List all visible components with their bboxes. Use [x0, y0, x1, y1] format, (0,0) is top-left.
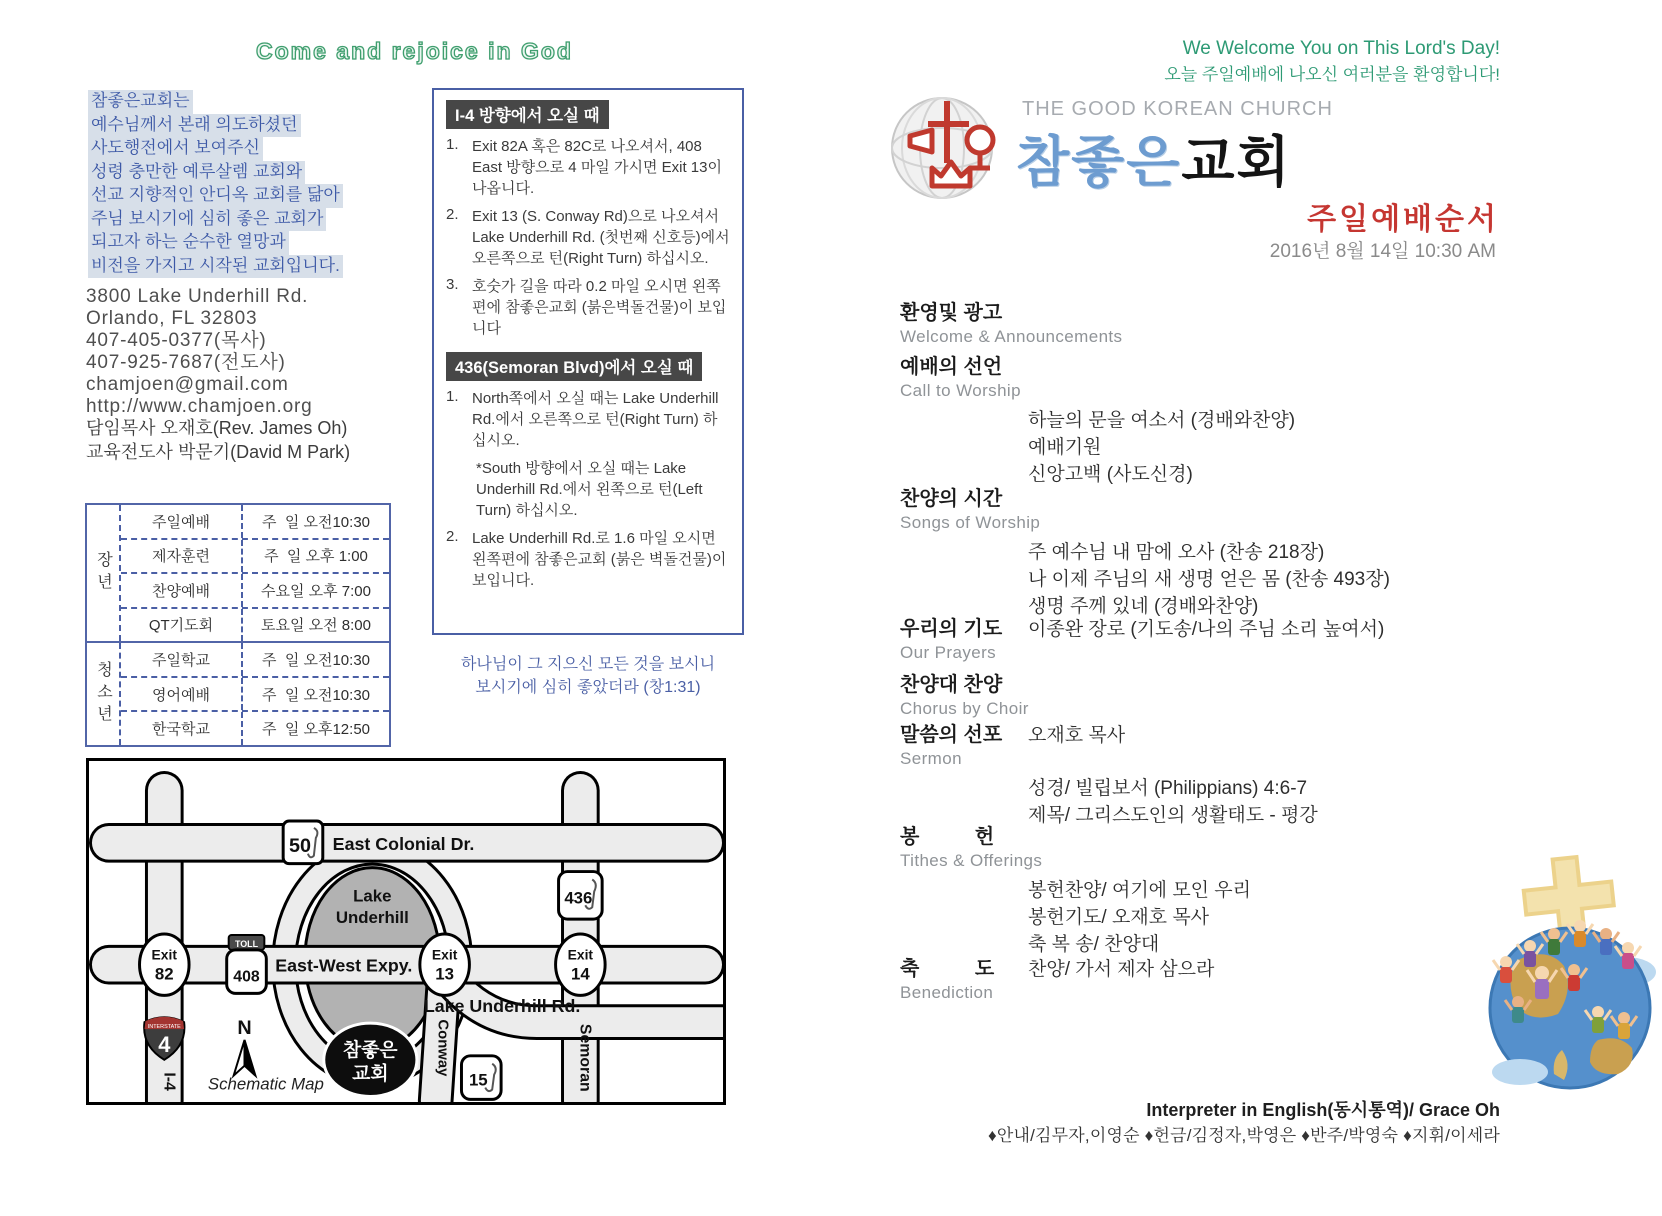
welcome-line-ko: 오늘 주일예배에 나오신 여러분을 환영합니다! — [1164, 65, 1500, 84]
order-detail: 성경/ 빌립보서 (Philippians) 4:6-7 — [1028, 778, 1308, 799]
order-detail: 봉헌기도/ 오재호 목사 — [1028, 907, 1210, 928]
road-label-expy: East-West Expy. — [275, 955, 413, 976]
road-label-lake-underhill: Lake Underhill Rd. — [423, 996, 581, 1017]
fl-50-shield — [283, 821, 323, 864]
svg-text:436: 436 — [564, 888, 593, 908]
intro-line: 사도행전에서 보여주신 — [88, 137, 263, 161]
table-row: 한국학교 주 일 오후12:50 — [121, 710, 389, 745]
svg-text:14: 14 — [570, 964, 590, 984]
table-row: 제자훈련 주 일 오후 1:00 — [121, 538, 389, 573]
intro-line: 주님 보시기에 심히 좋은 교회가 — [88, 208, 326, 232]
svg-text:Exit: Exit — [151, 946, 177, 963]
svg-text:50: 50 — [288, 834, 312, 857]
table-row: 영어예배 주 일 오전10:30 — [121, 676, 389, 711]
table-row: 주일학교 주 일 오전10:30 — [121, 643, 389, 676]
list-item: 3. 호숫가 길을 따라 0.2 마일 오시면 왼쪽편에 참좋은교회 (붉은벽돌건물)이 보입니다 — [446, 276, 727, 337]
svg-text:교회: 교회 — [352, 1062, 389, 1084]
directions-heading-i4: I-4 방향에서 오실 때 — [446, 100, 609, 129]
church-logo — [884, 92, 1014, 209]
list-item: 1. Exit 82A 혹은 82C로 나오셔서, 408 East 방향으로 4 마일 가시면 Exit 13이 나옵니다. — [446, 136, 722, 197]
bible-verse: 하나님이 그 지으신 모든 것을 보시니 보시기에 심히 좋았더라 (창1:31) — [460, 656, 716, 696]
order-detail: 봉헌찬양/ 여기에 모인 우리 — [1028, 880, 1252, 901]
children-globe-clipart — [1478, 850, 1662, 1100]
order-item-welcome — [900, 296, 1510, 347]
order-detail: 축 복 송/ 찬양대 — [1028, 934, 1160, 955]
order-item-title: 말씀의 선포 — [900, 724, 1003, 746]
order-item-subtitle: Songs of Worship — [900, 513, 1041, 532]
order-item-subtitle: Call to Worship — [900, 381, 1021, 400]
order-item-call-to-worship — [900, 350, 1510, 488]
order-detail: 하늘의 문을 여소서 (경배와찬양) — [1028, 410, 1296, 431]
staff-block — [86, 416, 350, 464]
svg-text:4: 4 — [158, 1031, 171, 1057]
svg-text:TOLL: TOLL — [234, 938, 259, 949]
order-item-subtitle: Benediction — [900, 983, 994, 1002]
phone-line: 407-405-0377(목사) — [86, 330, 267, 351]
order-item-title: 봉 헌 — [900, 826, 995, 848]
svg-text:408: 408 — [233, 968, 260, 986]
order-item-lead: 찬양/ 가서 제자 삼으라 — [1028, 959, 1215, 980]
order-item-title: 축 도 — [900, 958, 995, 980]
order-item-prayers — [900, 612, 1510, 663]
servers-line: ♦안내/김무자,이영순 ♦헌금/김정자,박영은 ♦반주/박영숙 ♦지휘/이세라 — [988, 1126, 1500, 1145]
website-line: http://www.chamjoen.org — [86, 396, 313, 417]
intro-line: 되고자 하는 순수한 열망과 — [88, 231, 289, 255]
interpreter-line: Interpreter in English(동시통역)/ Grace Oh — [1146, 1100, 1500, 1120]
church-name-ko: 참좋은교회 — [1016, 131, 1292, 193]
order-detail: 신앙고백 (사도신경) — [1028, 464, 1193, 485]
order-detail: 주 예수님 내 맘에 오사 (찬송 218장) — [1028, 542, 1325, 563]
fl-436-shield — [559, 872, 603, 920]
order-item-title: 예배의 선언 — [900, 356, 1003, 378]
order-detail: 제목/ 그리스도인의 생활태도 - 평강 — [1028, 805, 1318, 826]
order-detail: 나 이제 주님의 새 생명 얻은 몸 (찬송 493장) — [1028, 569, 1390, 590]
church-name-en: THE GOOD KOREAN CHURCH — [1022, 98, 1333, 120]
church-intro-paragraph — [88, 90, 343, 278]
list-item: 2. Exit 13 (S. Conway Rd)으로 나오셔서 Lake Underhill Rd. (첫번째 신호등)에서 오른쪽으로 턴(Right Turn) 하십시오. — [446, 206, 730, 267]
svg-text:Exit: Exit — [567, 946, 594, 963]
schedule-group-youth — [87, 641, 389, 745]
table-row: QT기도회 토요일 오전 8:00 — [121, 607, 389, 642]
service-date: 2016년 8월 14일 10:30 AM — [1269, 241, 1496, 262]
order-detail: 생명 주께 있네 (경배와찬양) — [1028, 596, 1259, 617]
phone-line: 407-925-7687(전도사) — [86, 352, 286, 373]
order-item-subtitle: Chorus by Choir — [900, 699, 1029, 718]
lake-label: Underhill — [335, 908, 409, 928]
compass-arrow — [234, 1040, 245, 1076]
order-item-title: 환영및 광고 — [900, 302, 1003, 324]
order-item-subtitle: Welcome & Announcements — [900, 327, 1123, 346]
address-line: 3800 Lake Underhill Rd. — [86, 286, 309, 307]
toll-408-shield — [227, 935, 267, 993]
evangelist-line: 교육전도사 박문기(David M Park) — [86, 442, 351, 462]
table-row: 찬양예배 수요일 오후 7:00 — [121, 572, 389, 607]
order-item-title: 찬양대 찬양 — [900, 674, 1003, 696]
pastor-line: 담임목사 오재호(Rev. James Oh) — [86, 418, 348, 438]
compass-n: N — [237, 1017, 252, 1040]
list-item: 1. North쪽에서 오실 때는 Lake Underhill Rd.에서 오른쪽으로 턴(Right Turn) 하십시오. — [446, 388, 719, 449]
intro-line: 예수님께서 본래 의도하셨던 — [88, 114, 301, 138]
fl-15-shield — [461, 1056, 501, 1100]
order-item-sermon — [900, 718, 1510, 829]
order-item-offerings — [900, 820, 1510, 958]
svg-text:참좋은: 참좋은 — [343, 1038, 398, 1060]
list-item: 2. Lake Underhill Rd.로 1.6 마일 오시면 왼쪽편에 참좋은교회 (붉은 벽돌건물)이 보입니다. — [446, 528, 727, 589]
road-label-conway: Conway — [434, 1019, 451, 1077]
directions-heading-436: 436(Semoran Blvd)에서 오실 때 — [446, 352, 702, 381]
order-detail: 예배기원 — [1028, 437, 1102, 458]
road-label-colonial: East Colonial Dr. — [332, 833, 475, 854]
order-item-title: 우리의 기도 — [900, 618, 1003, 640]
lake-label: Lake — [353, 886, 392, 906]
schematic-map — [89, 761, 723, 1102]
order-item-benediction — [900, 952, 1510, 1003]
svg-text:15: 15 — [468, 1070, 488, 1090]
service-schedule-table — [85, 503, 391, 747]
welcome-line-en: We Welcome You on This Lord's Day! — [1182, 38, 1500, 59]
motto-text: Come and rejoice in God — [256, 38, 573, 64]
order-item-title: 찬양의 시간 — [900, 488, 1003, 510]
email-line: chamjoen@gmail.com — [86, 374, 289, 395]
order-item-lead: 이종완 장로 (기도송/나의 주님 소리 높여서) — [1028, 619, 1385, 640]
schedule-group-label: 장년 — [87, 505, 121, 641]
svg-text:INTERSTATE: INTERSTATE — [147, 1024, 181, 1031]
schedule-group-label: 청소년 — [87, 643, 121, 745]
order-item-subtitle: Our Prayers — [900, 643, 997, 662]
intro-line: 참좋은교회는 — [88, 90, 193, 114]
intro-line: 성령 충만한 예루살렘 교회와 — [88, 161, 305, 185]
bulletin-title: 주일예배순서 — [1307, 203, 1499, 236]
road-label-semoran: Semoran — [576, 1023, 594, 1092]
exit-13-badge — [420, 934, 470, 995]
exit-82-badge — [140, 934, 190, 995]
directions-box — [432, 88, 744, 635]
schedule-group-adults — [87, 505, 389, 641]
church-marker — [324, 1023, 417, 1096]
svg-text:13: 13 — [435, 964, 454, 984]
order-item-subtitle: Sermon — [900, 749, 962, 768]
church-logo-icon — [884, 92, 1014, 204]
svg-text:Exit: Exit — [431, 946, 458, 963]
order-item-songs — [900, 482, 1510, 620]
intro-line: 선교 지향적인 안디옥 교회를 닮아 — [88, 184, 343, 208]
list-item: *South 방향에서 오실 때는 Lake Underhill Rd.에서 왼쪽으로 턴(Left Turn) 하십시오. — [476, 460, 703, 519]
map-box — [86, 758, 726, 1105]
order-item-lead: 오재호 목사 — [1028, 725, 1126, 746]
order-item-subtitle: Tithes & Offerings — [900, 851, 1043, 870]
address-line: Orlando, FL 32803 — [86, 308, 258, 329]
intro-line: 비전을 가지고 시작된 교회입니다. — [88, 255, 343, 279]
table-row: 주일예배 주 일 오전10:30 — [121, 505, 389, 538]
church-address-block — [86, 286, 312, 418]
map-caption: Schematic Map — [207, 1074, 324, 1094]
road-label-i4: I-4 — [160, 1072, 178, 1091]
svg-text:82: 82 — [154, 964, 174, 984]
order-item-choir — [900, 668, 1510, 719]
exit-14-badge — [556, 934, 606, 995]
